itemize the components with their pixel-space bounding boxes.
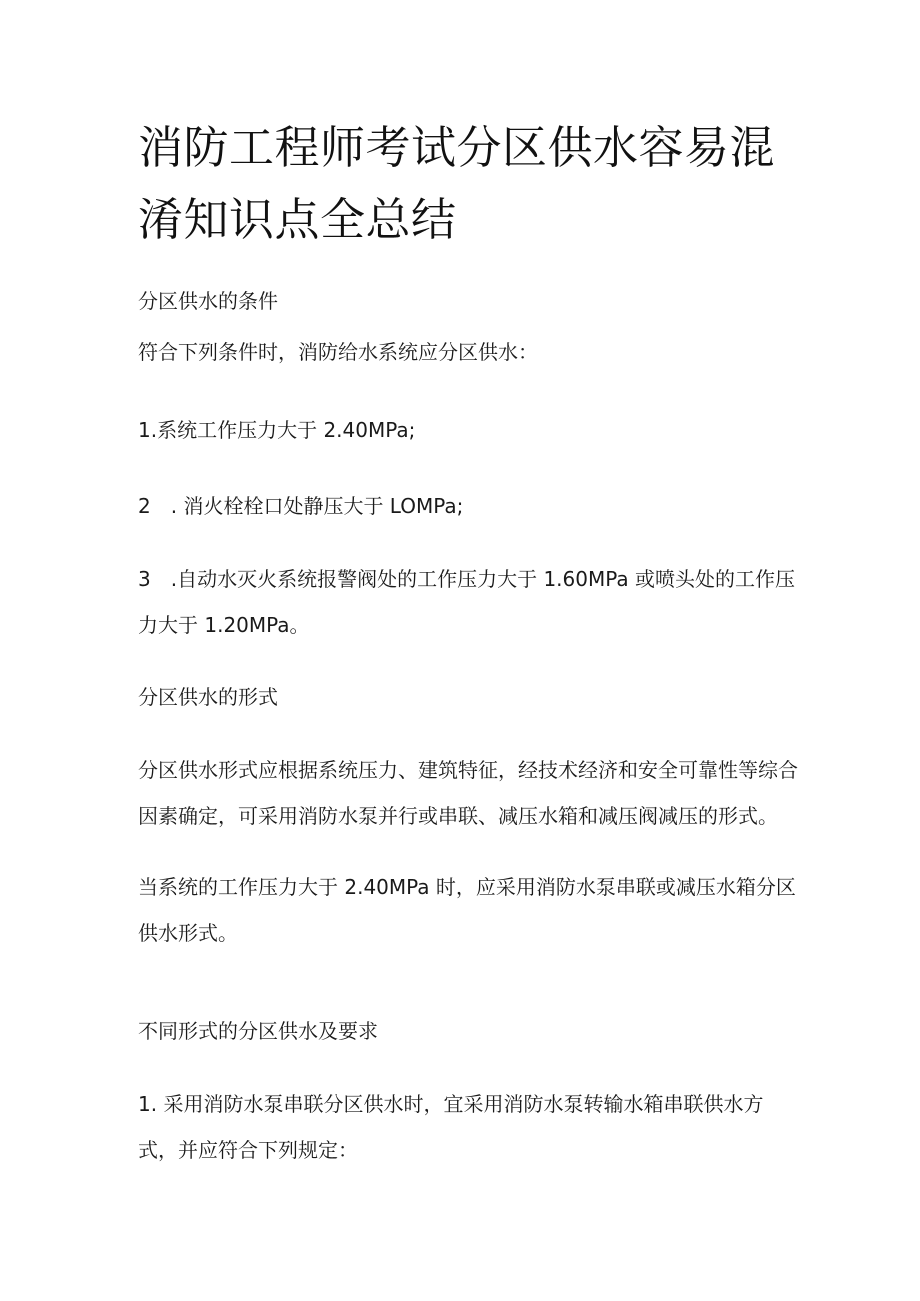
condition-item-2: 2 . 消火栓栓口处静压大于 LOMPa; <box>138 494 464 518</box>
section-heading-conditions: 分区供水的条件 <box>138 289 278 313</box>
section-heading-forms: 分区供水的形式 <box>138 685 278 709</box>
section-heading-requirements: 不同形式的分区供水及要求 <box>138 1019 378 1043</box>
requirements-paragraph-1: 1. 采用消防水泵串联分区供水时，宜采用消防水泵转输水箱串联供水方式，并应符合下列规定： <box>138 1092 764 1162</box>
condition-item-1: 1.系统工作压力大于 2.40MPa; <box>138 418 416 442</box>
section-intro: 符合下列条件时，消防给水系统应分区供水： <box>138 340 538 364</box>
forms-paragraph-2: 当系统的工作压力大于 2.40MPa 时，应采用消防水泵串联或减压水箱分区供水形式。 <box>138 875 796 945</box>
document-title: 消防工程师考试分区供水容易混淆知识点全总结 <box>138 121 776 246</box>
condition-item-3: 3 .自动水灭火系统报警阀处的工作压力大于 1.60MPa 或喷头处的工作压力大于 1.20MPa。 <box>138 567 796 637</box>
forms-paragraph-1: 分区供水形式应根据系统压力、建筑特征，经技术经济和安全可靠性等综合因素确定，可采用消防水泵并行或串联、减压水箱和减压阀减压的形式。 <box>138 758 798 828</box>
